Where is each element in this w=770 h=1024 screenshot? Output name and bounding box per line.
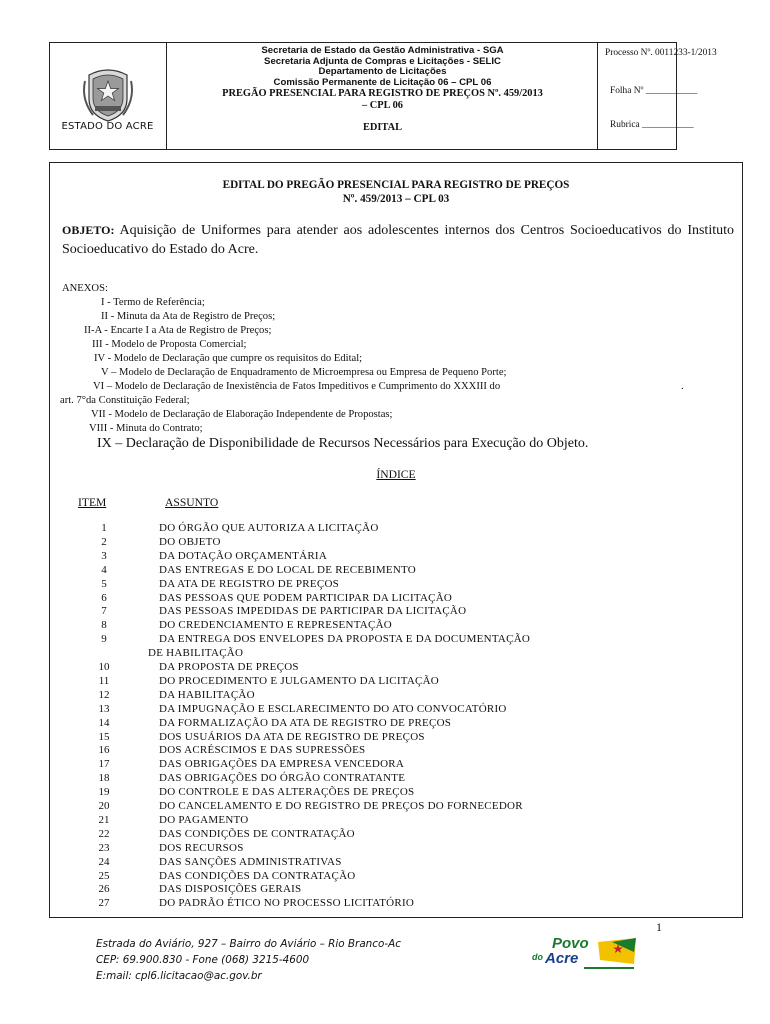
footer-address: Estrada do Aviário, 927 – Bairro do Aviário – Rio Branco-Ac: [96, 938, 401, 950]
table-row: [50, 814, 742, 828]
table-row: [50, 633, 742, 647]
table-row: [50, 870, 742, 884]
item-number: 5: [101, 577, 107, 590]
objeto-label: OBJETO:: [62, 223, 115, 237]
item-subject: DO CANCELAMENTO E DO REGISTRO DE PREÇOS DO FORNECEDOR: [159, 800, 523, 812]
item-subject: DO PAGAMENTO: [159, 813, 249, 826]
document-header: [49, 42, 717, 150]
table-row: [50, 703, 742, 717]
header-lines: [167, 46, 598, 134]
state-coat-of-arms-icon: [83, 65, 133, 123]
table-row: [50, 689, 742, 703]
table-row: [50, 717, 742, 731]
table-row: [50, 564, 742, 578]
table-row: [50, 522, 742, 536]
item-number: 15: [98, 730, 110, 743]
item-number: 27: [98, 897, 110, 910]
anexo-dot: .: [681, 381, 684, 392]
table-row: [50, 536, 742, 550]
footer-cep: CEP: 69.900.830 - Fone (068) 3215-4600: [96, 954, 310, 966]
anexo-item: II-A - Encarte I a Ata de Registro de Preços;: [84, 325, 272, 336]
crest-cell: [50, 43, 167, 149]
header-line-departamento: Departamento de Licitações: [318, 66, 447, 77]
anexo-item: II - Minuta da Ata de Registro de Preços;: [101, 311, 276, 322]
table-row: [50, 675, 742, 689]
item-subject: DO ÓRGÃO QUE AUTORIZA A LICITAÇÃO: [159, 522, 379, 534]
header-pregao-line1: PREGÃO PRESENCIAL PARA REGISTRO DE PREÇOS Nº. 459/2013: [222, 88, 543, 99]
item-subject: DO CONTROLE E DAS ALTERAÇÕES DE PREÇOS: [159, 786, 415, 799]
item-subject: DAS DISPOSIÇÕES GERAIS: [159, 883, 302, 896]
objeto-paragraph: [62, 221, 734, 259]
table-row: [50, 592, 742, 606]
table-row: [50, 883, 742, 897]
item-subject: DOS USUÁRIOS DA ATA DE REGISTRO DE PREÇOS: [159, 730, 425, 743]
header-line-comissao: Comissão Permanente de Licitação 06 – CPL 06: [273, 76, 492, 88]
item-subject: DAS OBRIGAÇÕES DO ÓRGÃO CONTRATANTE: [159, 772, 406, 785]
item-subject: DO PROCEDIMENTO E JULGAMENTO DA LICITAÇÃO: [159, 674, 439, 687]
item-number: 11: [98, 674, 110, 687]
item-subject: DAS ENTREGAS E DO LOCAL DE RECEBIMENTO: [159, 563, 416, 576]
item-subject: DAS PESSOAS QUE PODEM PARTICIPAR DA LICITAÇÃO: [159, 591, 453, 604]
item-number: 8: [101, 619, 107, 632]
header-title-cell: [167, 43, 598, 149]
item-number: 25: [98, 869, 110, 882]
item-number: 2: [101, 535, 107, 548]
item-subject: DAS PESSOAS IMPEDIDAS DE PARTICIPAR DA LICITAÇÃO: [159, 605, 467, 618]
anexos-label: ANEXOS:: [62, 283, 108, 294]
table-row: [50, 786, 742, 800]
anexo-item: VI – Modelo de Declaração de Inexistência de Fatos Impeditivos e Cumprimento do XXXIII do: [93, 381, 501, 392]
header-pregao-line2: – CPL 06: [362, 100, 403, 111]
column-item-header: ITEM: [78, 496, 107, 509]
table-row: [50, 605, 742, 619]
logo-text-povo: Povo: [552, 935, 589, 952]
objeto-text: Aquisição de Uniformes para atender aos adolescentes internos dos Centros Socioeducativos do Instituto Socioeducativo do Estado do Acre.: [62, 223, 734, 257]
footer-email: E:mail: cpl6.licitacao@ac.gov.br: [96, 970, 262, 982]
state-label: ESTADO DO ACRE: [61, 121, 154, 132]
povo-do-acre-logo: [528, 930, 640, 974]
item-subject: DA FORMALIZAÇÃO DA ATA DE REGISTRO DE PREÇOS: [159, 716, 452, 729]
indice-title: ÍNDICE: [376, 468, 416, 481]
table-row: [50, 647, 742, 661]
table-row: [50, 842, 742, 856]
anexo-item: art. 7°da Constituição Federal;: [60, 395, 190, 406]
item-number: 13: [98, 702, 110, 715]
rubrica-field: Rubrica ___________: [610, 120, 694, 130]
item-subject: DO OBJETO: [159, 535, 221, 548]
table-row: [50, 619, 742, 633]
table-row: [50, 758, 742, 772]
item-number: 4: [101, 563, 107, 576]
item-subject: DE HABILITAÇÃO: [148, 647, 244, 660]
anexo-item: I - Termo de Referência;: [101, 297, 205, 308]
item-subject: DO PADRÃO ÉTICO NO PROCESSO LICITATÓRIO: [159, 897, 415, 910]
item-number: 7: [101, 605, 107, 618]
table-row: [50, 856, 742, 870]
item-number: 19: [98, 786, 110, 799]
item-number: 26: [98, 883, 110, 896]
table-row: [50, 897, 742, 911]
item-subject: DA HABILITAÇÃO: [159, 688, 255, 701]
item-number: 1: [101, 522, 107, 534]
item-subject: DA PROPOSTA DE PREÇOS: [159, 661, 299, 673]
document-body: [49, 162, 743, 918]
process-cell: [598, 43, 717, 149]
item-subject: DA DOTAÇÃO ORÇAMENTÁRIA: [159, 549, 328, 562]
column-assunto-header: ASSUNTO: [165, 496, 219, 509]
item-number: 20: [98, 800, 110, 812]
item-number: 17: [98, 758, 110, 771]
table-row: [50, 550, 742, 564]
table-row: [50, 661, 742, 675]
logo-text-acre: Acre: [545, 950, 579, 967]
header-edital: EDITAL: [362, 122, 403, 133]
title-line1: EDITAL DO PREGÃO PRESENCIAL PARA REGISTRO DE PREÇOS: [222, 179, 570, 191]
item-number: 18: [98, 772, 110, 785]
title-line2: Nº. 459/2013 – CPL 03: [342, 193, 450, 205]
item-number: 23: [98, 841, 110, 854]
anexo-item: IV - Modelo de Declaração que cumpre os requisitos do Edital;: [94, 353, 363, 364]
item-number: 22: [98, 827, 110, 840]
item-number: 9: [101, 633, 107, 646]
item-subject: DOS ACRÉSCIMOS E DAS SUPRESSÕES: [159, 744, 366, 757]
item-subject: DAS OBRIGAÇÕES DA EMPRESA VENCEDORA: [159, 758, 405, 771]
item-number: 24: [98, 855, 110, 868]
header-line-selic: Secretaria Adjunta de Compras e Licitações - SELIC: [264, 55, 501, 67]
item-subject: DAS SANÇÕES ADMINISTRATIVAS: [159, 855, 342, 868]
table-row: [50, 772, 742, 786]
item-number: 16: [98, 744, 110, 757]
table-row: [50, 828, 742, 842]
anexo-ix: IX – Declaração de Disponibilidade de Recursos Necessários para Execução do Objeto.: [97, 436, 589, 451]
logo-text-do: do: [532, 952, 543, 962]
table-row: [50, 744, 742, 758]
item-subject: DA ATA DE REGISTRO DE PREÇOS: [159, 577, 340, 590]
item-number: 14: [98, 716, 110, 729]
item-number: 3: [101, 549, 107, 562]
process-number: Processo Nº. 0011233-1/2013: [605, 48, 717, 58]
item-subject: DAS CONDIÇÕES DE CONTRATAÇÃO: [159, 827, 355, 840]
folha-field: Folha Nº ___________: [610, 86, 698, 96]
header-line-sga: Secretaria de Estado da Gestão Administrativa - SGA: [261, 45, 504, 56]
item-number: 6: [101, 591, 107, 604]
page-number: 1: [656, 920, 662, 934]
item-subject: DOS RECURSOS: [159, 841, 244, 854]
item-number: 10: [98, 661, 110, 673]
item-subject: DA ENTREGA DOS ENVELOPES DA PROPOSTA E DA DOCUMENTAÇÃO: [159, 633, 531, 646]
anexo-item: VII - Modelo de Declaração de Elaboração Independente de Propostas;: [91, 409, 393, 420]
table-row: [50, 800, 742, 814]
item-subject: DAS CONDIÇÕES DA CONTRATAÇÃO: [159, 869, 356, 882]
anexo-item: VIII - Minuta do Contrato;: [89, 423, 203, 434]
table-row: [50, 731, 742, 745]
item-number: 12: [98, 688, 110, 701]
item-subject: DO CREDENCIAMENTO E REPRESENTAÇÃO: [159, 619, 392, 632]
logo-underline: [584, 967, 634, 969]
anexo-item: V – Modelo de Declaração de Enquadramento de Microempresa ou Empresa de Pequeno Porte;: [101, 367, 507, 378]
item-number: 21: [98, 813, 110, 826]
anexo-item: III - Modelo de Proposta Comercial;: [92, 339, 247, 350]
table-row: [50, 578, 742, 592]
item-subject: DA IMPUGNAÇÃO E ESCLARECIMENTO DO ATO CONVOCATÓRIO: [159, 702, 507, 715]
